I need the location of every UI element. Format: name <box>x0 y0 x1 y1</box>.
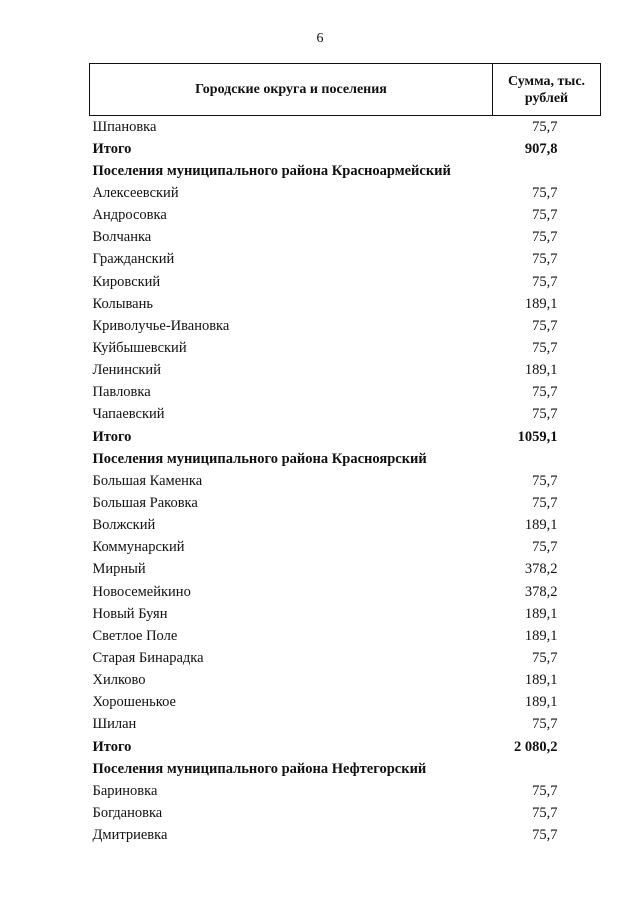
settlement-name: Павловка <box>92 384 151 401</box>
sum-value: 75,7 <box>532 118 558 135</box>
sum-value: 75,7 <box>532 494 558 511</box>
table-row <box>90 581 601 603</box>
section-title: Поселения муниципального района Красноярский <box>92 450 427 467</box>
settlement-name: Шилан <box>92 716 137 733</box>
sum-value: 189,1 <box>524 517 558 534</box>
settlement-name: Дмитриевка <box>92 827 168 844</box>
settlement-name: Новосемейкино <box>92 583 191 600</box>
total-label: Итого <box>92 428 132 445</box>
sum-value: 189,1 <box>524 694 558 711</box>
table-row <box>90 360 601 382</box>
table-row <box>90 182 601 204</box>
settlement-name: Куйбышевский <box>92 339 187 356</box>
settlement-name: Шпановка <box>92 118 157 135</box>
section-header-row <box>90 160 601 182</box>
total-label: Итого <box>92 738 132 755</box>
sum-value: 75,7 <box>532 384 558 401</box>
sum-value: 378,2 <box>524 583 558 600</box>
table-row <box>90 382 601 404</box>
total-row <box>90 736 601 758</box>
table-row <box>90 116 601 139</box>
sum-value: 75,7 <box>532 539 558 556</box>
table-row <box>90 825 601 847</box>
settlement-name: Алексеевский <box>92 184 179 201</box>
table-row <box>90 404 601 426</box>
sum-value: 75,7 <box>532 207 558 224</box>
table-row <box>90 603 601 625</box>
table-row <box>90 249 601 271</box>
table-row <box>90 647 601 669</box>
settlement-name: Чапаевский <box>92 406 165 423</box>
sum-value: 75,7 <box>532 184 558 201</box>
settlement-name: Светлое Поле <box>92 627 178 644</box>
total-sum: 1059,1 <box>517 428 558 445</box>
table-header <box>90 64 601 116</box>
table-row <box>90 559 601 581</box>
settlement-name: Богдановка <box>92 804 163 821</box>
allocation-table <box>89 63 601 847</box>
settlement-name: Большая Каменка <box>92 472 203 489</box>
sum-value: 75,7 <box>532 229 558 246</box>
sum-value: 189,1 <box>524 295 558 312</box>
settlement-name: Большая Раковка <box>92 494 198 511</box>
sum-value <box>493 758 601 780</box>
sum-value: 189,1 <box>524 605 558 622</box>
column-header-name: Городские округа и поселения <box>90 64 493 116</box>
sum-value: 75,7 <box>532 406 558 423</box>
table-row <box>90 205 601 227</box>
settlement-name: Хилково <box>92 672 146 689</box>
sum-value: 75,7 <box>532 339 558 356</box>
table-row <box>90 692 601 714</box>
table-row <box>90 293 601 315</box>
settlement-name: Бариновка <box>92 782 158 799</box>
sum-value: 75,7 <box>532 782 558 799</box>
total-label: Итого <box>92 140 132 157</box>
total-sum: 2 080,2 <box>514 738 558 755</box>
section-header-row <box>90 448 601 470</box>
sum-value: 75,7 <box>532 716 558 733</box>
table-row <box>90 492 601 514</box>
settlement-name: Колывань <box>92 295 153 312</box>
sum-value: 75,7 <box>532 804 558 821</box>
sum-value: 75,7 <box>532 273 558 290</box>
total-sum: 907,8 <box>524 140 558 157</box>
table-row <box>90 780 601 802</box>
header-row <box>90 64 601 116</box>
section-header-row <box>90 758 601 780</box>
table-row <box>90 537 601 559</box>
column-header-sum: Сумма, тыс. рублей <box>493 64 601 116</box>
settlement-name: Криволучье-Ивановка <box>92 317 230 334</box>
settlement-name: Коммунарский <box>92 539 185 556</box>
table-row <box>90 337 601 359</box>
settlement-name: Мирный <box>92 561 146 578</box>
table-row <box>90 714 601 736</box>
settlement-name: Кировский <box>92 273 161 290</box>
page-number: 6 <box>316 31 324 46</box>
table-row <box>90 625 601 647</box>
sum-value: 378,2 <box>524 561 558 578</box>
settlement-name: Хорошенькое <box>92 694 176 711</box>
sum-value: 75,7 <box>532 251 558 268</box>
table-body <box>90 116 601 847</box>
sum-value: 189,1 <box>524 627 558 644</box>
table-row <box>90 802 601 824</box>
settlement-name: Новый Буян <box>92 605 168 622</box>
table-row <box>90 271 601 293</box>
settlement-name: Волчанка <box>92 229 152 246</box>
table-row <box>90 227 601 249</box>
sum-value: 189,1 <box>524 672 558 689</box>
total-row <box>90 138 601 160</box>
sum-value: 75,7 <box>532 317 558 334</box>
settlement-name: Старая Бинарадка <box>92 649 204 666</box>
table-row <box>90 670 601 692</box>
sum-value <box>493 448 601 470</box>
settlement-name: Волжский <box>92 517 156 534</box>
table-row <box>90 515 601 537</box>
section-title: Поселения муниципального района Нефтегорский <box>92 760 427 777</box>
sum-value: 75,7 <box>532 827 558 844</box>
table-row <box>90 315 601 337</box>
sum-value: 189,1 <box>524 362 558 379</box>
section-title: Поселения муниципального района Красноармейский <box>92 162 451 179</box>
settlement-name: Ленинский <box>92 362 161 379</box>
settlement-name: Гражданский <box>92 251 175 268</box>
sum-value: 75,7 <box>532 472 558 489</box>
settlement-name: Андросовка <box>92 207 167 224</box>
sum-value: 75,7 <box>532 649 558 666</box>
table-row <box>90 470 601 492</box>
sum-value <box>493 160 601 182</box>
total-row <box>90 426 601 448</box>
